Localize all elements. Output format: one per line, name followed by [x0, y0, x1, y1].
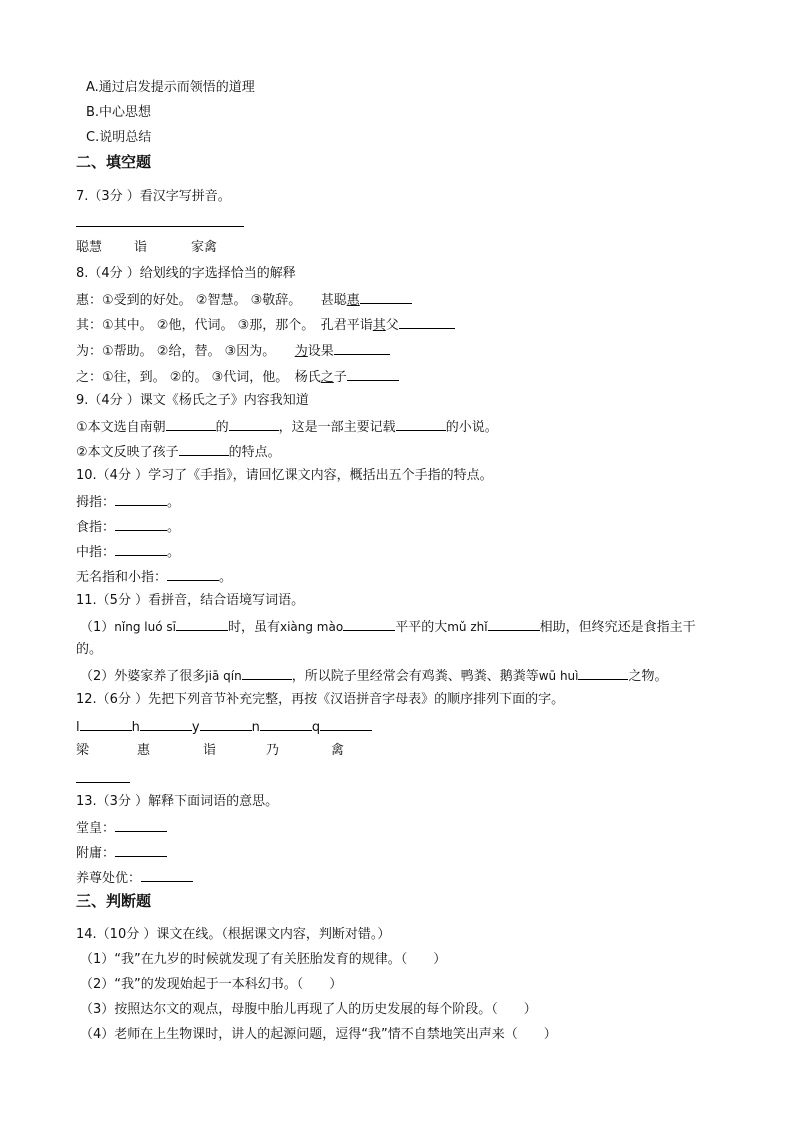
q12-char: 乃 — [266, 743, 280, 758]
q11-line — [80, 667, 668, 685]
answer-blank[interactable] — [396, 418, 446, 431]
q12-syllables — [76, 718, 372, 736]
q7-chars — [76, 240, 376, 256]
q11-text: ，所以院子里经常会有鸡粪、鸭粪、鹅粪等 — [291, 669, 539, 684]
q9-text: ①本文选自南朝 — [76, 420, 166, 435]
q11-text: 平平的大 — [395, 620, 448, 635]
answer-blank[interactable] — [399, 316, 455, 329]
q13-title: 13.（3分 ）解释下面词语的意思。 — [76, 794, 279, 809]
q14-title: 14.（10分 ）课文在线。（根据课文内容，判断对错。） — [76, 927, 391, 942]
answer-blank[interactable] — [115, 844, 167, 857]
q10-item — [76, 543, 180, 561]
q10-end: 。 — [167, 545, 181, 560]
q9-line — [76, 443, 281, 461]
q11-text: 之物。 — [628, 669, 668, 684]
q10-end: 。 — [167, 495, 181, 510]
q8-definitions: 之：①往，到。 ②的。 ③代词，他。 — [76, 370, 282, 385]
answer-blank[interactable] — [166, 418, 216, 431]
answer-blank[interactable] — [320, 718, 372, 731]
q12-char: 惠 — [137, 743, 151, 758]
answer-blank[interactable] — [229, 418, 279, 431]
answer-blank[interactable] — [76, 770, 130, 783]
q9-text: 的小说。 — [445, 420, 498, 435]
answer-blank[interactable] — [347, 368, 399, 381]
q8-row — [76, 342, 390, 360]
q14-item[interactable]: （4）老师在上生物课时，讲人的起源问题，逗得“我”情不自禁地笑出声来（ ） — [80, 1027, 557, 1042]
q13-label: 附庸： — [76, 846, 116, 861]
syllable-letter: q — [311, 720, 321, 735]
q11-line — [80, 618, 696, 636]
answer-blank[interactable] — [242, 667, 292, 680]
answer-blank[interactable] — [115, 493, 167, 506]
pinyin: wū huì — [538, 669, 579, 683]
q13-item — [76, 844, 167, 862]
q11-text: （1） — [80, 620, 115, 635]
q12-chars — [76, 743, 396, 759]
answer-blank[interactable] — [179, 443, 229, 456]
answer-blank[interactable] — [578, 667, 628, 680]
section-heading-judge: 三、判断题 — [76, 892, 152, 910]
q12-answer-line — [76, 770, 130, 788]
q8-row — [76, 291, 412, 309]
underlined-char: 其 — [372, 318, 386, 333]
option-b: B.中心思想 — [86, 105, 152, 120]
answer-blank[interactable] — [80, 718, 132, 731]
answer-blank[interactable] — [115, 543, 167, 556]
q13-item — [76, 869, 193, 887]
q9-text: ，这是一部主要记载 — [278, 420, 396, 435]
answer-blank[interactable] — [140, 718, 192, 731]
q13-label: 养尊处优： — [76, 871, 142, 886]
q8-phrase: 设果 — [307, 344, 334, 359]
q14-item[interactable]: （2）“我”的发现始起于一本科幻书。（ ） — [80, 977, 343, 992]
q9-text: 的 — [215, 420, 229, 435]
q10-label: 拇指： — [76, 495, 116, 510]
syllable-letter: h — [131, 720, 140, 735]
q7-char: 家禽 — [191, 240, 218, 255]
q14-item[interactable]: （3）按照达尔文的观点，母腹中胎儿再现了人的历史发展的每个阶段。（ ） — [80, 1002, 537, 1017]
q8-phrase: 孔君平诣 — [320, 318, 373, 333]
q8-definitions: 惠：①受到的好处。 ②智慧。 ③敬辞。 — [76, 293, 295, 308]
q8-row — [76, 316, 455, 334]
q13-item — [76, 819, 167, 837]
pinyin: nǐng luó sī — [114, 620, 176, 634]
pinyin: mǔ zhǐ — [447, 620, 488, 634]
q9-text: 的特点。 — [228, 445, 281, 460]
option-a: A.通过启发提示而领悟的道理 — [86, 80, 255, 95]
q7-title: 7.（3分 ）看汉字写拼音。 — [76, 189, 231, 204]
underlined-char: 之 — [320, 370, 334, 385]
answer-blank[interactable] — [188, 214, 244, 227]
q8-phrase: 杨氏 — [294, 370, 321, 385]
q14-item[interactable]: （1）“我”在九岁的时候就发现了有关胚胎发育的规律。（ ） — [80, 952, 447, 967]
pinyin: jiā qín — [205, 669, 242, 683]
q8-phrase: 甚聪 — [320, 293, 347, 308]
q10-item — [76, 568, 232, 586]
q11-text: 相助，但终究还是食指主干 — [539, 620, 696, 635]
q8-row — [76, 368, 399, 386]
syllable-letter: l — [76, 720, 80, 735]
answer-blank[interactable] — [115, 819, 167, 832]
q7-blanks — [76, 214, 244, 232]
q11-line-cont: 的。 — [76, 642, 103, 657]
q12-char: 梁 — [76, 743, 90, 758]
q11-text: 时，虽有 — [227, 620, 280, 635]
q7-char: 聪慧 — [76, 240, 103, 255]
syllable-letter: y — [191, 720, 200, 735]
pinyin: xiàng mào — [279, 620, 344, 634]
underlined-char: 为 — [294, 344, 308, 359]
q12-char: 禽 — [331, 743, 345, 758]
answer-blank[interactable] — [200, 718, 252, 731]
answer-blank[interactable] — [115, 518, 167, 531]
q8-title: 8.（4分 ）给划线的字选择恰当的解释 — [76, 266, 296, 281]
answer-blank[interactable] — [360, 291, 412, 304]
q10-item — [76, 518, 180, 536]
q9-text: ②本文反映了孩子 — [76, 445, 179, 460]
q12-char: 诣 — [203, 743, 217, 758]
q9-line — [76, 418, 498, 436]
answer-blank[interactable] — [260, 718, 312, 731]
q8-phrase: 子 — [333, 370, 347, 385]
syllable-letter: n — [251, 720, 260, 735]
q8-definitions: 为：①帮助。 ②给，替。 ③因为。 — [76, 344, 269, 359]
q11-text: （2）外婆家养了很多 — [80, 669, 206, 684]
q7-char: 诣 — [134, 240, 148, 255]
q10-end: 。 — [219, 570, 233, 585]
answer-blank[interactable] — [76, 214, 132, 227]
answer-blank[interactable] — [167, 568, 219, 581]
q11-title: 11.（5分 ）看拼音，结合语境写词语。 — [76, 593, 305, 608]
answer-blank[interactable] — [176, 618, 228, 631]
q9-title: 9.（4分 ）课文《杨氏之子》内容我知道 — [76, 393, 309, 408]
q10-item — [76, 493, 180, 511]
answer-blank[interactable] — [132, 214, 188, 227]
answer-blank[interactable] — [343, 618, 395, 631]
underlined-char: 惠 — [346, 293, 360, 308]
answer-blank[interactable] — [488, 618, 540, 631]
q10-end: 。 — [167, 520, 181, 535]
q10-label: 无名指和小指： — [76, 570, 168, 585]
q8-definitions: 其：①其中。 ②他，代词。 ③那，那个。 — [76, 318, 308, 333]
q10-label: 中指： — [76, 545, 116, 560]
q8-phrase: 父 — [385, 318, 399, 333]
q13-label: 堂皇： — [76, 821, 116, 836]
q10-label: 食指： — [76, 520, 116, 535]
option-c: C.说明总结 — [86, 130, 152, 145]
q10-title: 10.（4分 ）学习了《手指》，请回忆课文内容，概括出五个手指的特点。 — [76, 468, 493, 483]
q12-title: 12.（6分 ）先把下列音节补充完整，再按《汉语拼音字母表》的顺序排列下面的字。 — [76, 692, 565, 707]
answer-blank[interactable] — [141, 869, 193, 882]
answer-blank[interactable] — [334, 342, 390, 355]
section-heading-fill: 二、填空题 — [76, 153, 152, 171]
